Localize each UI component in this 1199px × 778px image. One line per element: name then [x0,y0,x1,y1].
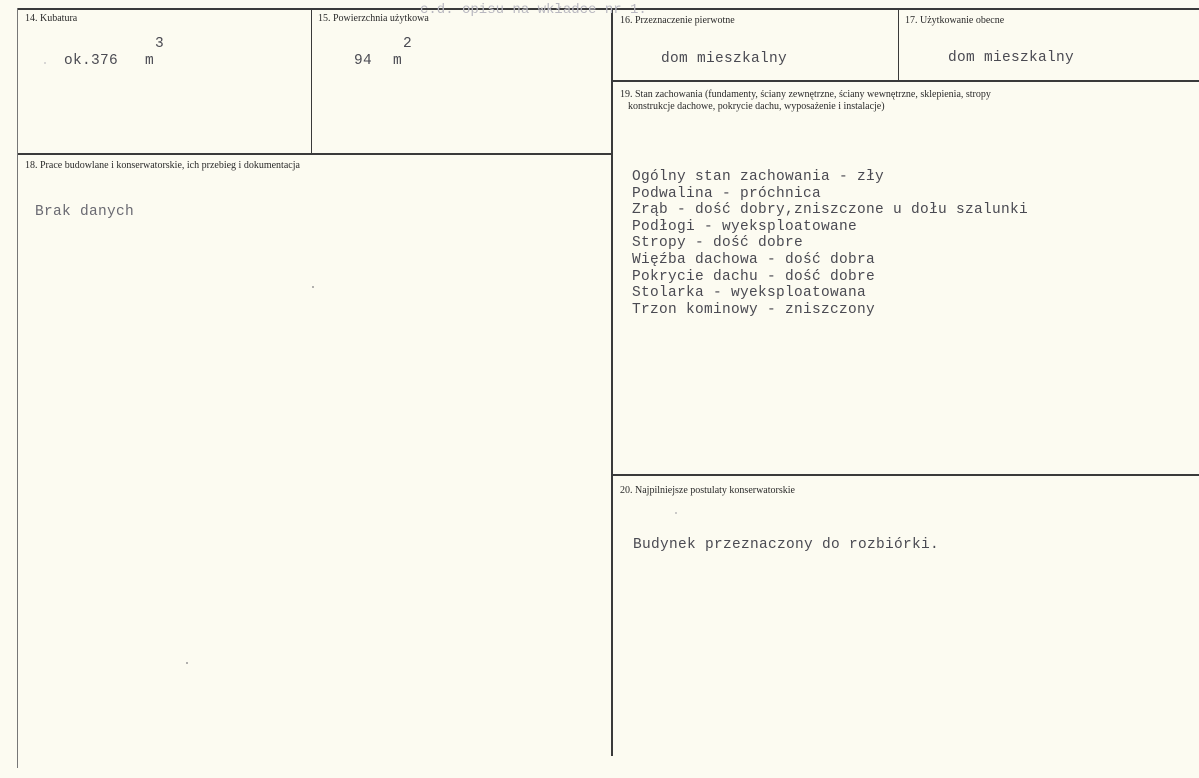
uzytkowanie-value: dom mieszkalny [948,50,1075,66]
stan-line: Trzon kominowy - zniszczony [632,301,876,318]
rule-under-16-17 [612,80,1199,82]
powierzchnia-exponent: 2 [403,36,413,52]
prace-label: 18. Prace budowlane i konserwatorskie, ich przebieg i dokumentacja [25,160,300,171]
left-rule [17,8,18,768]
main-vertical-divider [611,8,613,756]
divider-16-17 [898,8,899,81]
prace-value: Brak danych [35,204,135,220]
kubatura-unit: m [145,53,155,69]
paper-speck [186,662,188,664]
postulaty-value: Budynek przeznaczony do rozbiórki. [633,537,940,553]
stan-lines [632,169,1028,318]
paper-speck [312,286,314,288]
powierzchnia-unit: m [393,53,403,69]
divider-14-15 [311,8,312,153]
kubatura-exponent: 3 [155,36,165,52]
paper-speck [44,62,46,64]
rule-under-19 [612,474,1199,476]
uzytkowanie-label: 17. Użytkowanie obecne [905,15,1005,26]
stan-line: Ogólny stan zachowania - zły [632,169,885,185]
rule-under-14-15 [18,153,612,155]
stan-line: Więźba dachowa - dość dobra [632,251,876,268]
header-overflow-text: c.d. opisu na wkładce nr 1. [420,2,647,18]
stan-line: Podłogi - wyeksploatowane [632,218,858,235]
kubatura-value: ok.376 [64,53,119,69]
paper-speck [675,512,677,514]
stan-label-line2: konstrukcje dachowe, pokrycie dachu, wyposażenie i instalacje) [628,101,885,112]
stan-label-line1: 19. Stan zachowania (fundamenty, ściany zewnętrzne, ściany wewnętrzne, sklepienia, stropy [620,89,991,100]
przeznaczenie-value: dom mieszkalny [661,51,788,67]
stan-line: Zrąb - dość dobry,zniszczone u dołu szalunki [632,202,1029,219]
powierzchnia-label: 15. Powierzchnia użytkowa [318,13,429,24]
stan-line: Stolarka - wyeksploatowana [632,285,867,302]
przeznaczenie-label: 16. Przeznaczenie pierwotne [620,15,735,26]
stan-line: Podwalina - próchnica [632,185,822,202]
powierzchnia-value: 94 [354,53,373,69]
stan-line: Stropy - dość dobre [632,235,804,252]
postulaty-label: 20. Najpilniejsze postulaty konserwatorskie [620,485,795,496]
stan-line: Pokrycie dachu - dość dobre [632,268,876,285]
kubatura-label: 14. Kubatura [25,13,78,24]
